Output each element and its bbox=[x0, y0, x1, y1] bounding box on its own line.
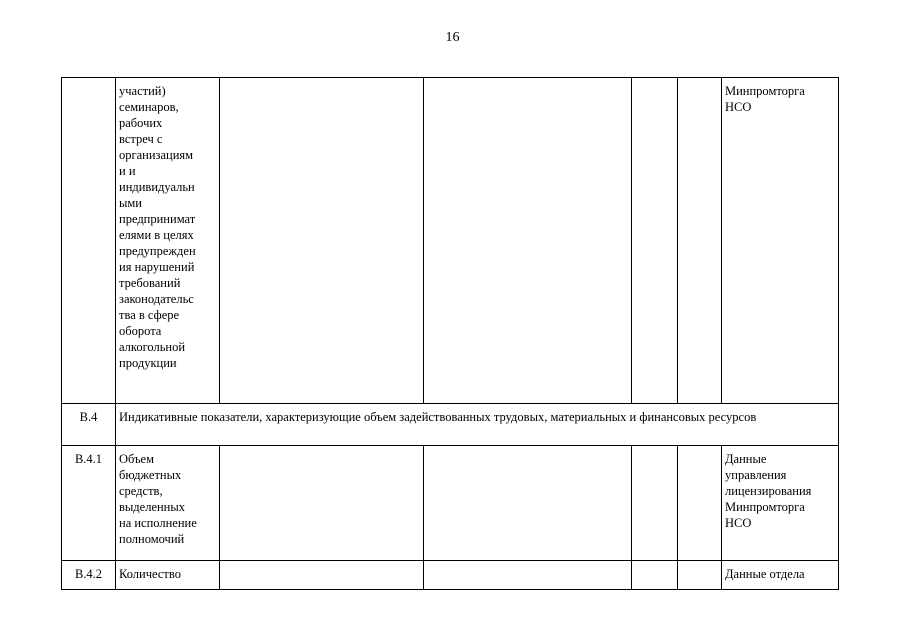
table-row bbox=[62, 78, 839, 404]
empty-cell bbox=[424, 78, 632, 404]
empty-cell bbox=[424, 561, 632, 590]
row-number: В.4 bbox=[62, 404, 116, 446]
empty-cell bbox=[220, 446, 424, 561]
data-source: Данные отдела bbox=[722, 561, 839, 590]
table-row bbox=[62, 446, 839, 561]
empty-cell bbox=[678, 78, 722, 404]
section-title: Индикативные показатели, характеризующие объем задействованных трудовых, материальных и финансовых ресурсов bbox=[116, 404, 839, 446]
empty-cell bbox=[220, 78, 424, 404]
empty-cell bbox=[220, 561, 424, 590]
empty-cell bbox=[632, 561, 678, 590]
indicator-name: участий) семинаров, рабочих встреч с организациям и и индивидуальн ыми предпринимат елями в целях предупрежден ия нарушений требований законодательс тва в сфере оборота алкогольной продукции bbox=[116, 78, 220, 404]
section-row bbox=[62, 404, 839, 446]
empty-cell bbox=[632, 446, 678, 561]
table-row bbox=[62, 561, 839, 590]
indicator-name: Количество bbox=[116, 561, 220, 590]
data-source: Минпромторга НСО bbox=[722, 78, 839, 404]
empty-cell bbox=[632, 78, 678, 404]
data-source: Данные управления лицензирования Минпромторга НСО bbox=[722, 446, 839, 561]
row-number bbox=[62, 78, 116, 404]
row-number: В.4.2 bbox=[62, 561, 116, 590]
row-number: В.4.1 bbox=[62, 446, 116, 561]
empty-cell bbox=[678, 561, 722, 590]
empty-cell bbox=[424, 446, 632, 561]
empty-cell bbox=[678, 446, 722, 561]
indicators-table bbox=[61, 77, 839, 590]
page-number: 16 bbox=[445, 30, 460, 45]
indicator-name: Объем бюджетных средств, выделенных на исполнение полномочий bbox=[116, 446, 220, 561]
